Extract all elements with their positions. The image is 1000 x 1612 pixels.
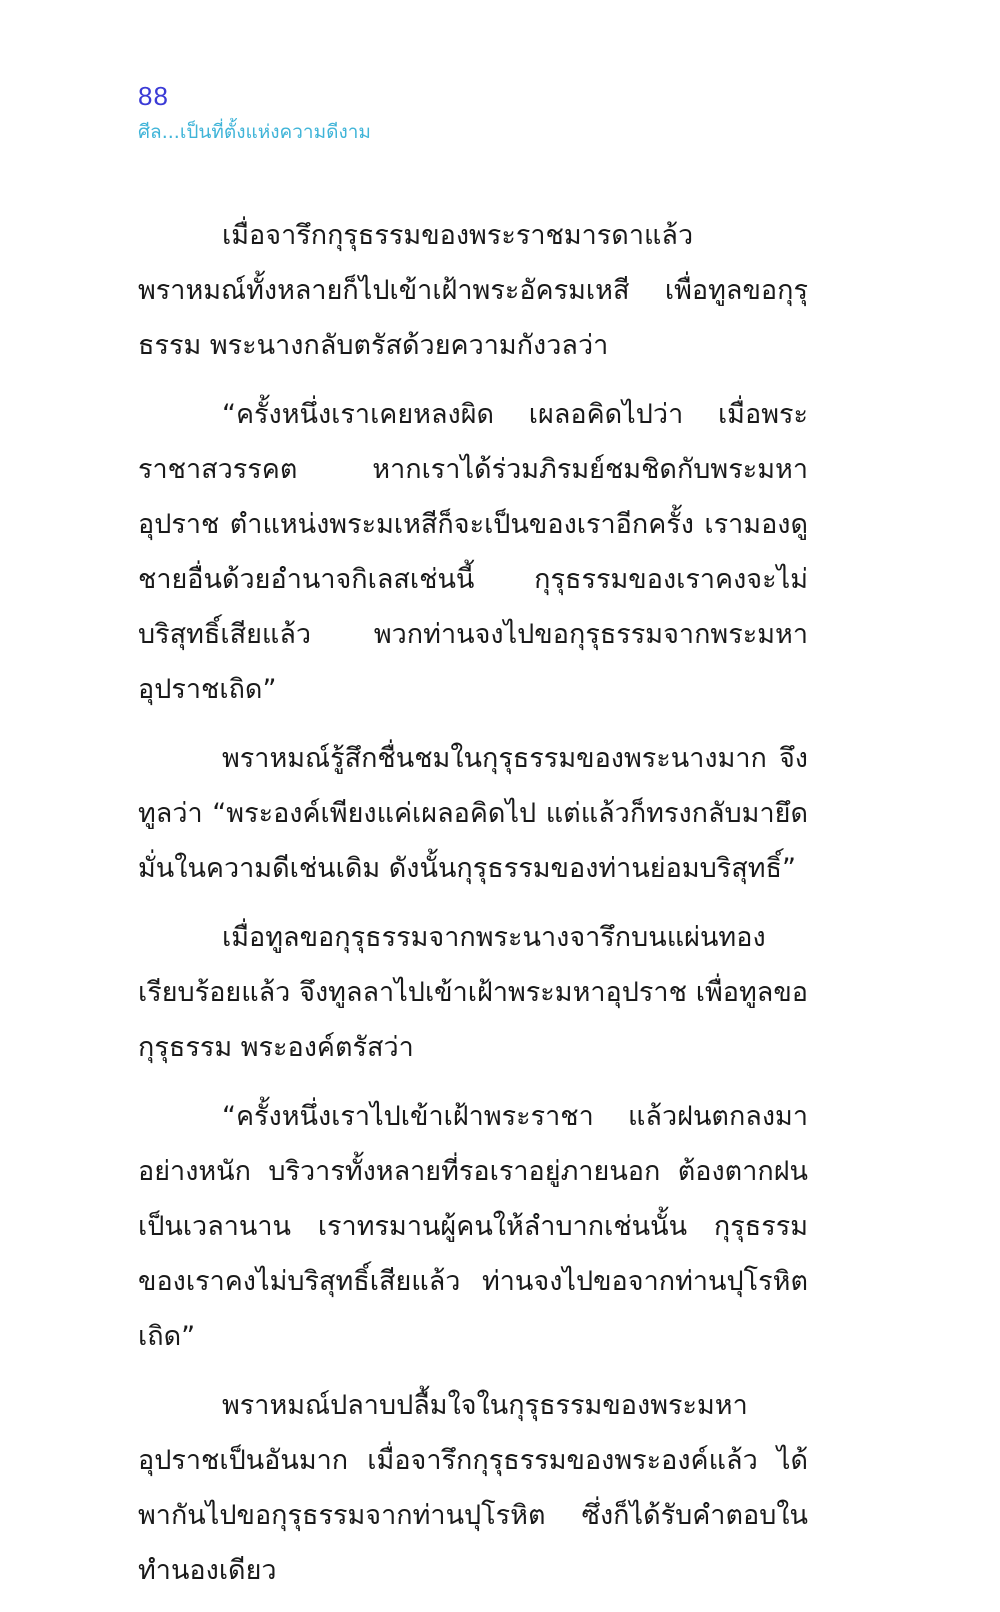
body-text — [138, 208, 808, 1612]
paragraph: พราหมณ์รู้สึกชื่นชมในกุรุธรรมของพระนางมาก จึงทูลว่า “พระองค์เพียงแค่เผลอคิดไป แต่แล้วก็ทรงกลับมายึดมั่นในความดีเช่นเดิม ดังนั้นกุรุธรรมของท่านย่อมบริสุทธิ์” — [138, 743, 808, 884]
paragraph: พราหมณ์ปลาบปลื้มใจในกุรุธรรมของพระมหาอุปราชเป็นอันมาก เมื่อจารึกกุรุธรรมของพระองค์แล้ว ได้พากันไปขอกุรุธรรมจากท่านปุโรหิต ซึ่งก็ได้รับคำตอบในทำนองเดียว — [138, 1390, 808, 1586]
paragraph: “ครั้งหนึ่งเราไปเข้าเฝ้าพระราชา แล้วฝนตกลงมาอย่างหนัก บริวารทั้งหลายที่รอเราอยู่ภายนอก ต้องตากฝนเป็นเวลานาน เราทรมานผู้คนให้ลำบากเช่นนั้น กุรุธรรมของเราคงไม่บริสุทธิ์เสียแล้ว ท่านจงไปขอจากท่านปุโรหิตเถิด” — [138, 1101, 808, 1352]
page-number: 88 — [138, 81, 169, 111]
running-title: ศีล...เป็นที่ตั้งแห่งความดีงาม — [138, 121, 371, 143]
paragraph: “ครั้งหนึ่งเราเคยหลงผิด เผลอคิดไปว่า เมื่อพระราชาสวรรคต หากเราได้ร่วมภิรมย์ชมชิดกับพระมหาอุปราช ตำแหน่งพระมเหสีก็จะเป็นของเราอีกครั้ง เรามองดูชายอื่นด้วยอำนาจกิเลสเช่นนี้ กุรุธรรมของเราคงจะไม่บริสุทธิ์เสียแล้ว พวกท่านจงไปขอกุรุธรรมจากพระมหาอุปราชเถิด” — [138, 399, 808, 705]
paragraph: เมื่อจารึกกุรุธรรมของพระราชมารดาแล้ว พราหมณ์ทั้งหลายก็ไปเข้าเฝ้าพระอัครมเหสี เพื่อทูลขอกุรุธรรม พระนางกลับตรัสด้วยความกังวลว่า — [138, 220, 808, 361]
page-header — [138, 80, 371, 146]
paragraph: เมื่อทูลขอกุรุธรรมจากพระนางจารึกบนแผ่นทองเรียบร้อยแล้ว จึงทูลลาไปเข้าเฝ้าพระมหาอุปราช เพื่อทูลขอกุรุธรรม พระองค์ตรัสว่า — [138, 922, 808, 1063]
